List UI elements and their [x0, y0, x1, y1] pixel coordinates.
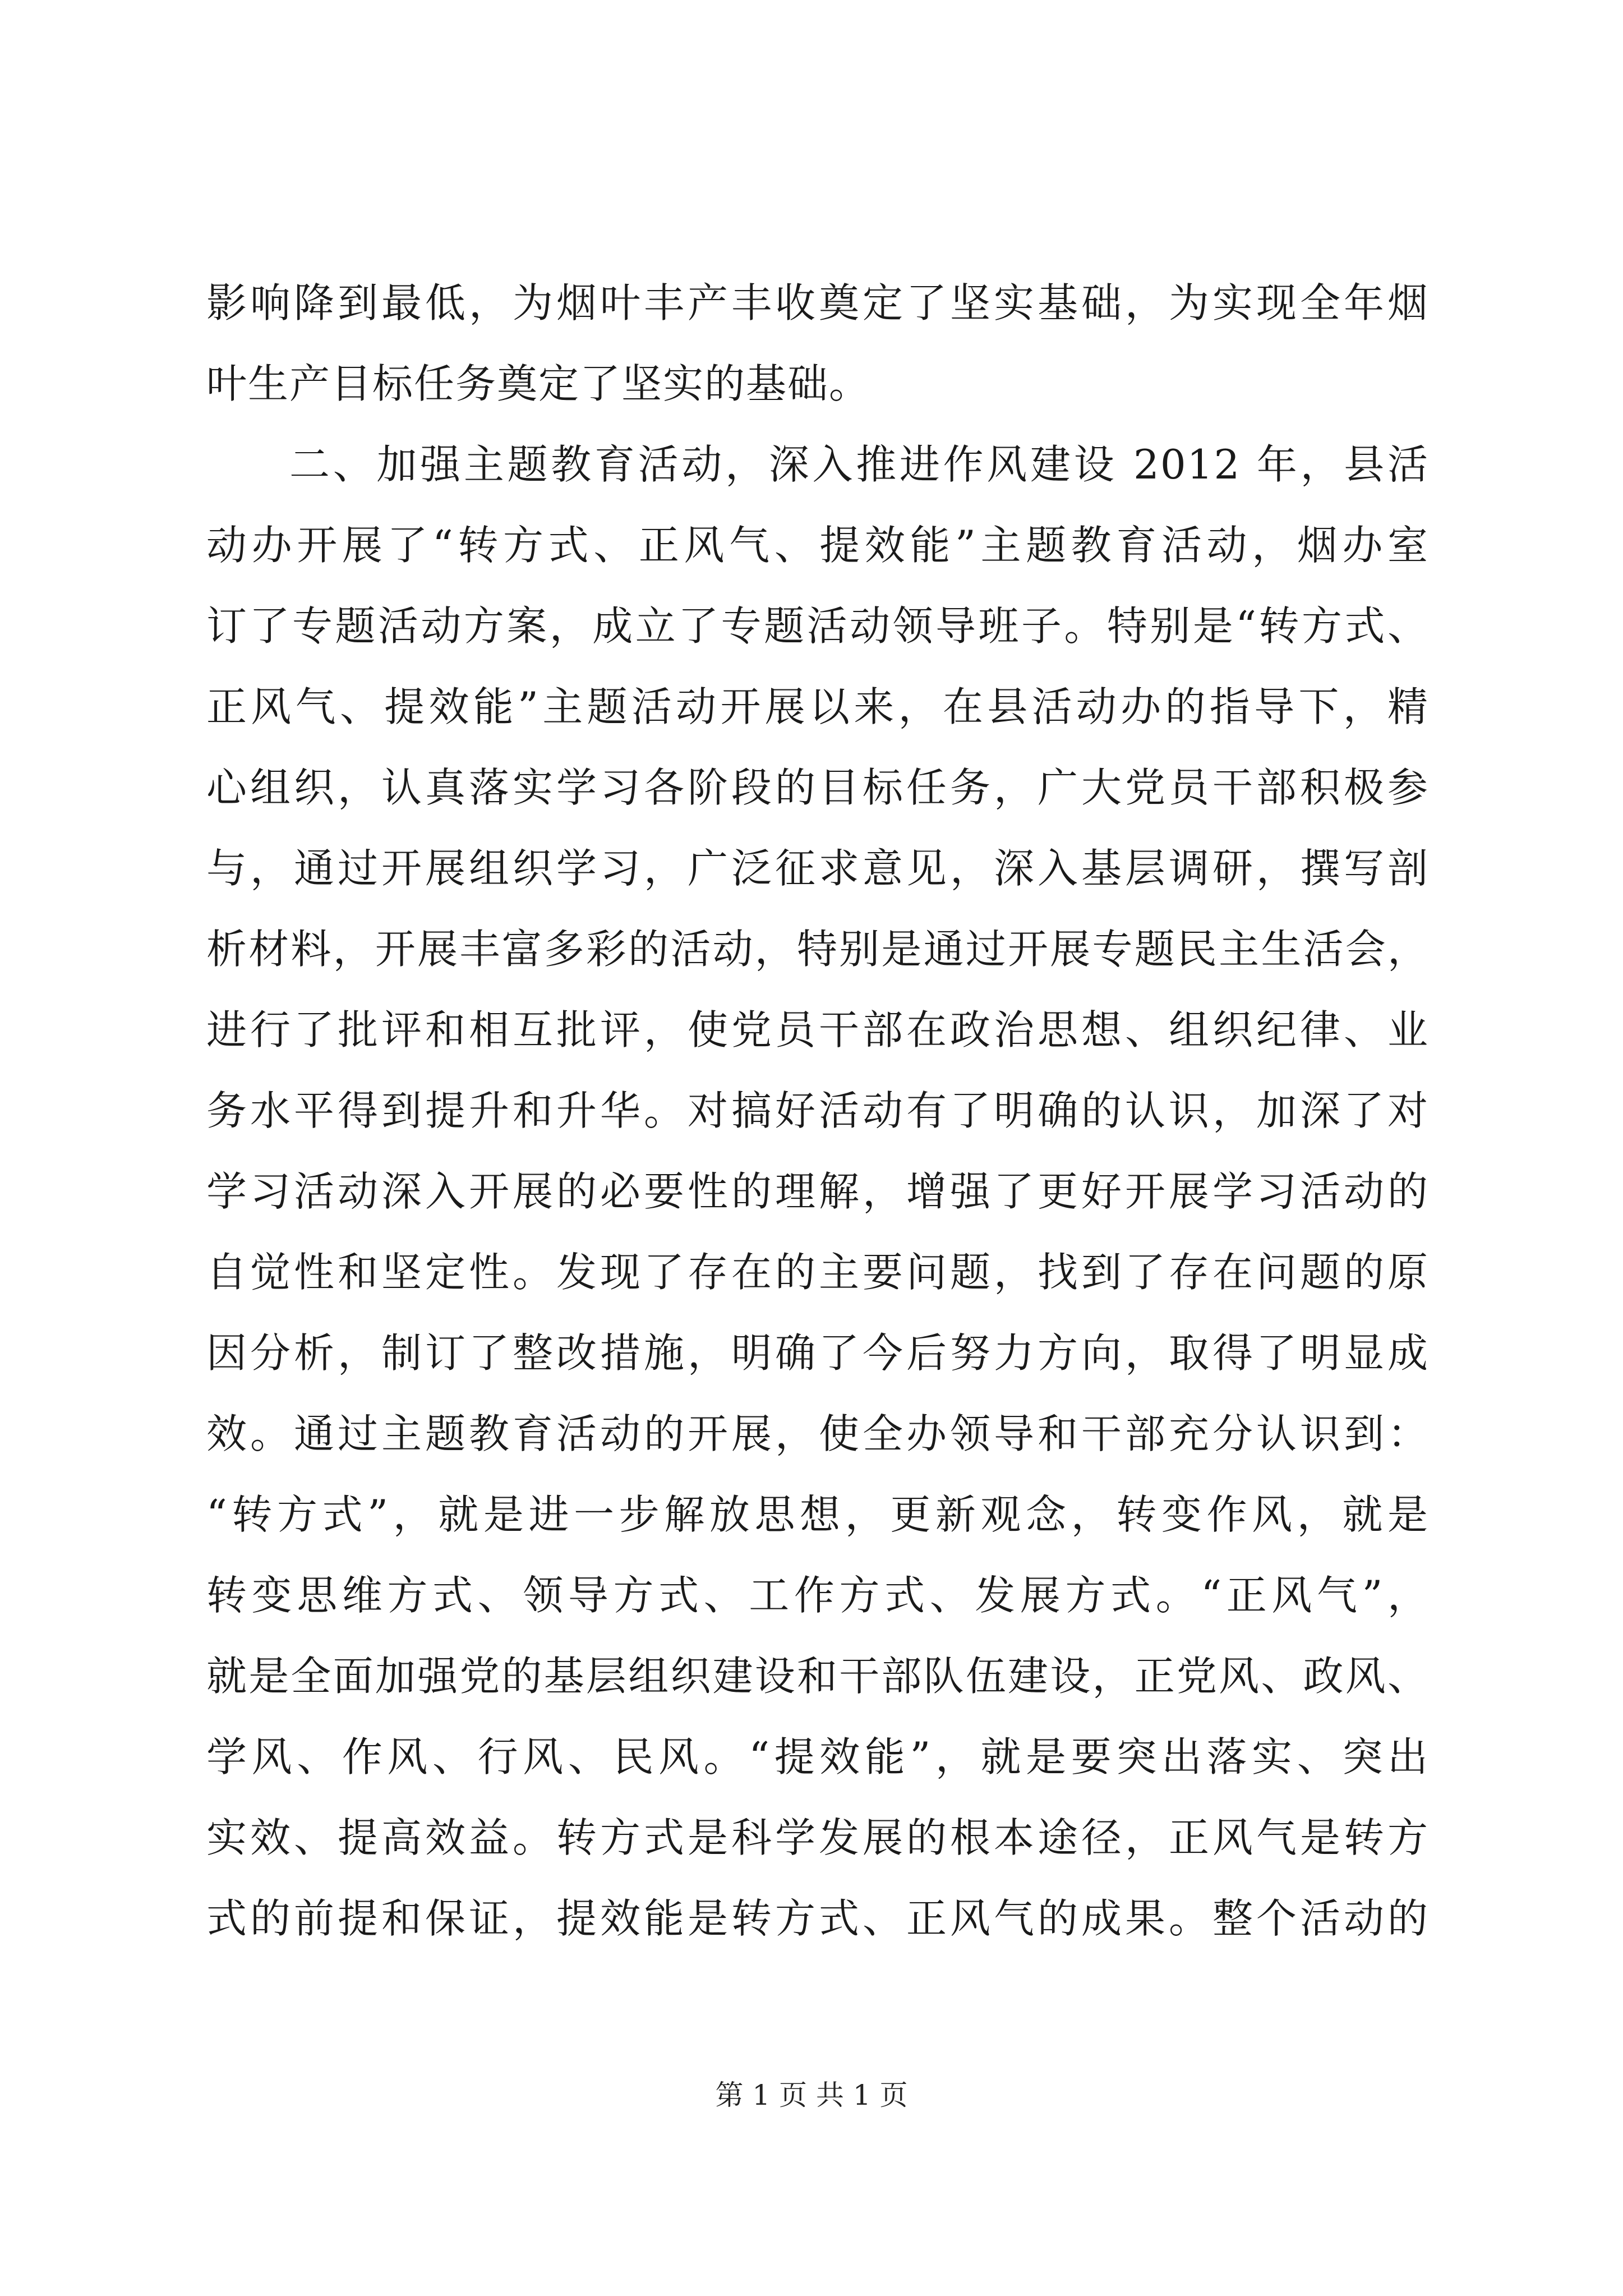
- body-line: “转方式”，就是进一步解放思想，更新观念，转变作风，就是: [206, 1491, 1429, 1538]
- body-line: 式的前提和保证，提效能是转方式、正风气的成果。整个活动的: [206, 1895, 1429, 1942]
- body-line: 自觉性和坚定性。发现了存在的主要问题，找到了存在问题的原: [206, 1249, 1429, 1296]
- body-line: 因分析，制订了整改措施，明确了今后努力方向，取得了明显成: [206, 1329, 1429, 1377]
- document-body: [206, 263, 1429, 1959]
- body-line: 与，通过开展组织学习，广泛征求意见，深入基层调研，撰写剖: [206, 845, 1429, 892]
- body-line: 务水平得到提升和升华。对搞好活动有了明确的认识，加深了对: [206, 1087, 1429, 1134]
- body-line: 进行了批评和相互批评，使党员干部在政治思想、组织纪律、业: [206, 1006, 1429, 1053]
- body-line: 动办开展了“转方式、正风气、提效能”主题教育活动，烟办室: [206, 522, 1429, 569]
- body-line: 析材料，开展丰富多彩的活动，特别是通过开展专题民主生活会，: [206, 926, 1429, 973]
- page-number-footer: 第 1 页 共 1 页: [715, 2079, 908, 2111]
- body-line: 学风、作风、行风、民风。“提效能”，就是要突出落实、突出: [206, 1733, 1429, 1780]
- body-line: 二、加强主题教育活动，深入推进作风建设 2012 年，县活: [289, 441, 1429, 488]
- body-line: 就是全面加强党的基层组织建设和干部队伍建设，正党风、政风、: [206, 1653, 1429, 1700]
- body-line: 影响降到最低，为烟叶丰产丰收奠定了坚实基础，为实现全年烟: [206, 279, 1429, 326]
- body-line: 叶生产目标任务奠定了坚实的基础。: [206, 360, 871, 407]
- body-line: 学习活动深入开展的必要性的理解，增强了更好开展学习活动的: [206, 1168, 1429, 1215]
- body-line: 订了专题活动方案，成立了专题活动领导班子。特别是“转方式、: [206, 602, 1429, 650]
- body-line: 效。通过主题教育活动的开展，使全办领导和干部充分认识到：: [206, 1410, 1429, 1457]
- body-line: 实效、提高效益。转方式是科学发展的根本途径，正风气是转方: [206, 1814, 1429, 1861]
- body-line: 心组织，认真落实学习各阶段的目标任务，广大党员干部积极参: [206, 764, 1429, 811]
- body-line: 正风气、提效能”主题活动开展以来，在县活动办的指导下，精: [206, 683, 1429, 730]
- body-line: 转变思维方式、领导方式、工作方式、发展方式。“正风气”，: [206, 1572, 1429, 1619]
